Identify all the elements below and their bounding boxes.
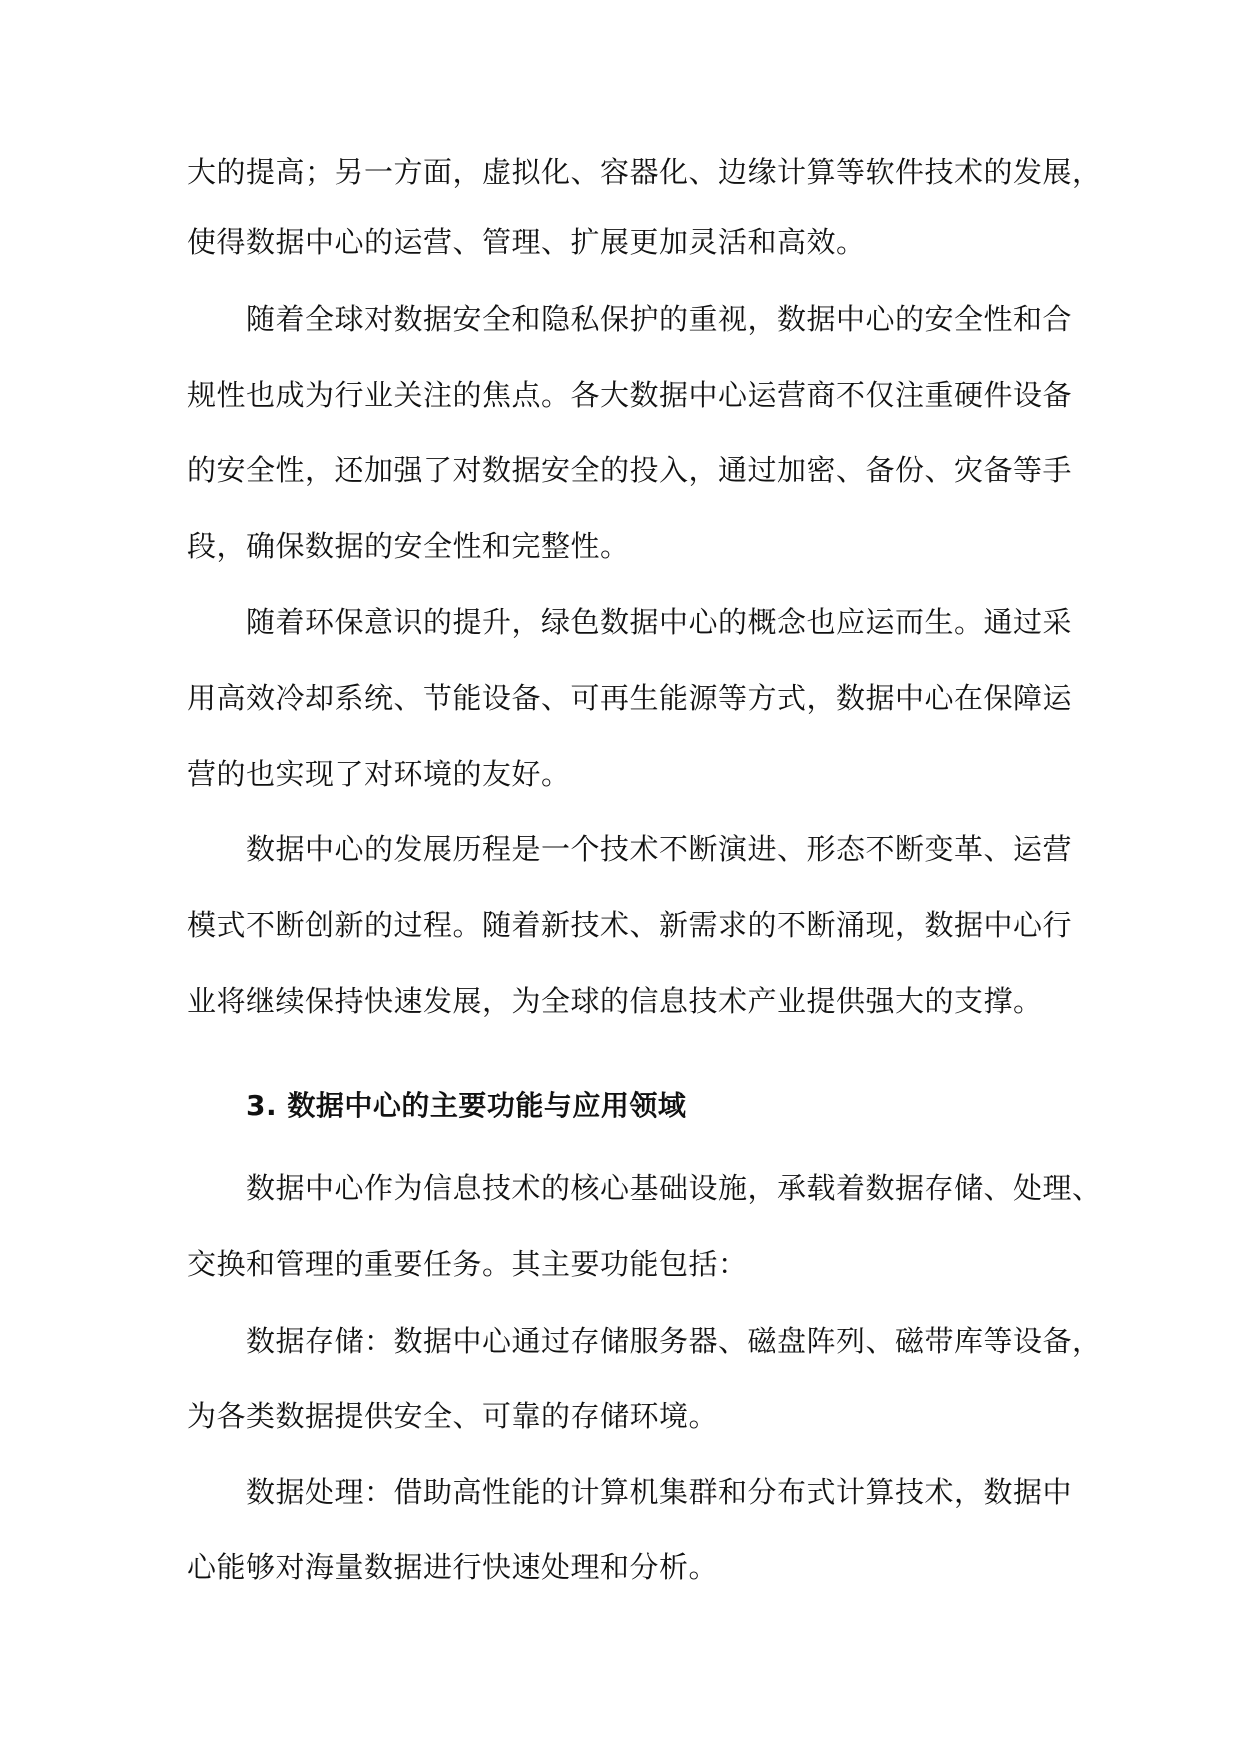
paragraph-first-line: 数据存储：数据中心通过存储服务器、磁盘阵列、磁带库等设备， <box>246 1324 1102 1358</box>
paragraph-first-line: 数据中心的发展历程是一个技术不断演进、形态不断变革、运营 <box>246 832 1073 866</box>
text-line: 心能够对海量数据进行快速处理和分析。 <box>187 1550 719 1584</box>
text-line: 业将继续保持快速发展，为全球的信息技术产业提供强大的支撑。 <box>187 984 1043 1018</box>
text-line: 为各类数据提供安全、可靠的存储环境。 <box>187 1399 719 1433</box>
text-line: 使得数据中心的运营、管理、扩展更加灵活和高效。 <box>187 225 866 259</box>
text-line: 段，确保数据的安全性和完整性。 <box>187 529 630 563</box>
section-heading: 3. 数据中心的主要功能与应用领域 <box>246 1089 687 1122</box>
paragraph-first-line: 数据处理：借助高性能的计算机集群和分布式计算技术，数据中 <box>246 1475 1073 1509</box>
text-line: 模式不断创新的过程。随着新技术、新需求的不断涌现，数据中心行 <box>187 908 1073 942</box>
text-line: 用高效冷却系统、节能设备、可再生能源等方式，数据中心在保障运 <box>187 681 1073 715</box>
text-line: 营的也实现了对环境的友好。 <box>187 757 571 791</box>
paragraph-first-line: 随着全球对数据安全和隐私保护的重视，数据中心的安全性和合 <box>246 302 1073 336</box>
text-line: 的安全性，还加强了对数据安全的投入，通过加密、备份、灾备等手 <box>187 453 1073 487</box>
paragraph-first-line: 随着环保意识的提升，绿色数据中心的概念也应运而生。通过采 <box>246 605 1073 639</box>
text-line: 交换和管理的重要任务。其主要功能包括： <box>187 1247 748 1281</box>
text-line: 大的提高；另一方面，虚拟化、容器化、边缘计算等软件技术的发展， <box>187 155 1102 189</box>
text-line: 规性也成为行业关注的焦点。各大数据中心运营商不仅注重硬件设备 <box>187 378 1073 412</box>
paragraph-first-line: 数据中心作为信息技术的核心基础设施，承载着数据存储、处理、 <box>246 1171 1102 1205</box>
